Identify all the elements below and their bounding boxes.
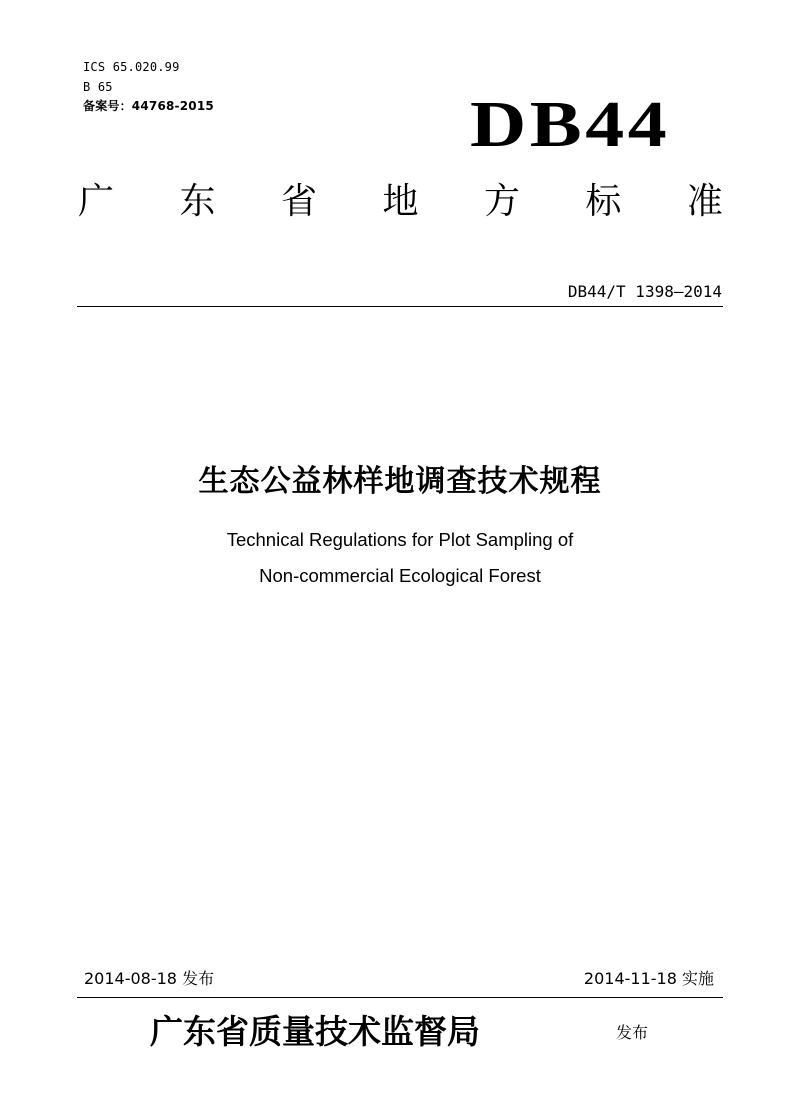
db44-mark: DB44 [470,88,671,161]
filing-number: 备案号：44768-2015 [83,99,214,113]
implement-date: 2014-11-18 实施 [583,969,714,988]
standard-type-char: 准 [686,181,723,222]
issuer-action: 发布 [616,1023,649,1042]
standard-type-char: 地 [382,181,419,222]
standard-type-heading [78,180,723,224]
standard-code: DB44/T 1398—2014 [567,282,722,301]
title-english-line-1: Technical Regulations for Plot Sampling of [226,529,574,550]
ccs-code: B 65 [83,80,113,94]
standard-type-char: 省 [280,181,317,222]
ics-code: ICS 65.020.99 [83,60,180,74]
standard-type-char: 东 [179,181,216,222]
release-date: 2014-08-18 发布 [84,969,215,988]
title-chinese: 生态公益林样地调查技术规程 [198,464,602,499]
standard-type-char: 方 [483,181,520,222]
standard-type-char: 广 [78,181,115,222]
standard-type-char: 标 [585,181,622,222]
top-divider [77,306,723,307]
issuer-name: 广东省质量技术监督局 [150,1012,480,1051]
bottom-divider [77,997,723,998]
title-english-line-2: Non-commercial Ecological Forest [259,565,541,586]
